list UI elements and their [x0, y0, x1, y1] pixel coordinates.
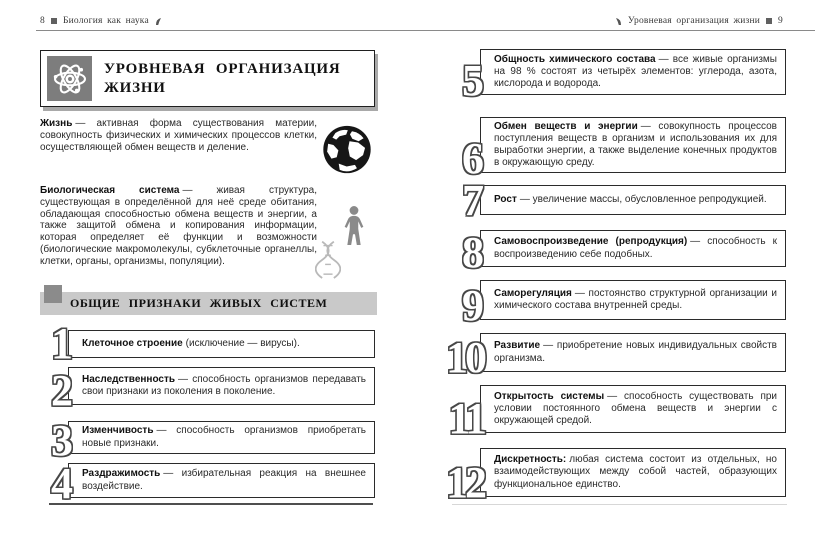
definition-text: — живая структура, существующая в определённой для неё среде обитания, обладающая способностью обмена веществ и энергии, а также защитой обмена и копирования информации, которая определяет её функции и возможности (биологические макромолекулы, субклеточные органеллы, клетки, органы, организмы, популяции). — [40, 185, 317, 267]
square-bullet-icon — [51, 18, 57, 24]
section-square-icon — [44, 285, 62, 303]
trait-text: — избирательная реакция на внешнее воздействие. — [82, 468, 366, 492]
trait-text: — все живые организмы на 98 % состоят из четырёх элементов: углерода, азота, кислорода и водорода. — [494, 53, 777, 90]
trait-box — [480, 280, 786, 320]
definition-life — [40, 118, 317, 153]
atom-badge — [47, 56, 92, 101]
item-number: 1 — [51, 319, 73, 368]
running-title-left: Биология как наука — [62, 16, 149, 26]
item-number: 4 — [51, 459, 73, 508]
trait-term: Самовоспроизведение (репродукция) — [494, 236, 688, 248]
fleuron-icon — [155, 17, 162, 26]
trait-text: — способность организмов передавать свои признаки из поколения в поколение. — [82, 373, 366, 397]
chapter-title: УРОВНЕВАЯ ОРГАНИЗАЦИЯ ЖИЗНИ — [104, 60, 341, 96]
globe-icon — [320, 123, 374, 176]
trait-term: Обмен веществ и энергии — [494, 120, 638, 132]
item-number: 9 — [462, 281, 484, 330]
trait-term: Клеточное строение — [82, 337, 183, 349]
item-number: 3 — [51, 416, 73, 465]
chapter-title-box — [40, 50, 375, 107]
page-bottom-edge-left — [49, 503, 373, 505]
header-rule — [36, 30, 815, 31]
trait-box — [480, 49, 786, 95]
trait-text: — совокупность процессов поступления веществ в организм и использования их для выработки энергии, а также выделение конечных продуктов в окружающую среду. — [494, 120, 777, 169]
trait-box — [68, 367, 375, 405]
item-number: 10 — [446, 333, 484, 382]
trait-text: (исключение — вирусы). — [185, 337, 300, 349]
trait-term: Саморегуляция — [494, 287, 572, 299]
trait-text: — способность к воспроизведению себе подобных. — [494, 236, 778, 260]
definition-term: Биологическая система — [40, 185, 180, 196]
section-title: ОБЩИЕ ПРИЗНАКИ ЖИВЫХ СИСТЕМ — [70, 296, 328, 310]
trait-box — [480, 385, 786, 433]
page-bottom-edge-right — [452, 504, 787, 505]
item-number: 12 — [446, 458, 484, 507]
trait-box — [68, 421, 375, 454]
trait-text: — приобретение новых индивидуальных свойств организма. — [494, 340, 777, 364]
trait-box — [68, 463, 375, 498]
person-icon — [337, 205, 371, 251]
trait-text: — способность организмов приобретать новые признаки. — [82, 425, 366, 449]
atom-icon — [52, 61, 88, 97]
section-heading-bar — [40, 292, 377, 315]
trait-box — [480, 230, 786, 267]
trait-box — [480, 448, 786, 497]
item-number: 8 — [462, 228, 484, 277]
definition-biosystem — [40, 185, 317, 268]
trait-text: — постоянство структурной организации и химического состава внутренней среды. — [494, 287, 777, 311]
running-head-left — [40, 15, 162, 27]
trait-term: Рост — [494, 193, 517, 205]
trait-text: — способность существовать при условии постоянного обмена веществ и энергии с окружающей средой. — [494, 390, 777, 427]
trait-box — [480, 333, 786, 372]
item-number: 7 — [462, 176, 484, 225]
item-number: 2 — [51, 366, 73, 415]
item-number: 5 — [462, 56, 484, 105]
item-number: 6 — [462, 134, 484, 183]
definition-term: Жизнь — [40, 118, 73, 129]
dna-icon — [315, 241, 341, 280]
page-number-left: 8 — [40, 16, 45, 26]
definition-text: — активная форма существования материи, совокупность физических и химических процессов клетки, осуществляющей обмен веществ и деление. — [40, 118, 317, 153]
trait-box — [480, 117, 786, 173]
fleuron-icon — [615, 17, 622, 26]
trait-term: Открытость системы — [494, 390, 605, 402]
trait-box — [68, 330, 375, 358]
trait-text: — увеличение массы, обусловленное репродукцией. — [519, 193, 767, 205]
trait-box — [480, 185, 786, 215]
trait-term: Раздражимость — [82, 468, 161, 480]
trait-text: любая система состоит из отдельных, но взаимодействующих между собой частей, образующих функциональное единство. — [494, 454, 777, 490]
running-head-right — [615, 15, 783, 27]
trait-term: Изменчивость — [82, 425, 154, 437]
trait-term: Дискретность: — [494, 454, 567, 466]
trait-term: Наследственность — [82, 373, 176, 385]
trait-term: Развитие — [494, 340, 541, 352]
page-number-right: 9 — [778, 16, 783, 26]
running-title-right: Уровневая организация жизни — [627, 16, 761, 26]
square-bullet-icon — [766, 18, 772, 24]
item-number: 11 — [448, 394, 484, 443]
trait-term: Общность химического состава — [494, 53, 656, 65]
